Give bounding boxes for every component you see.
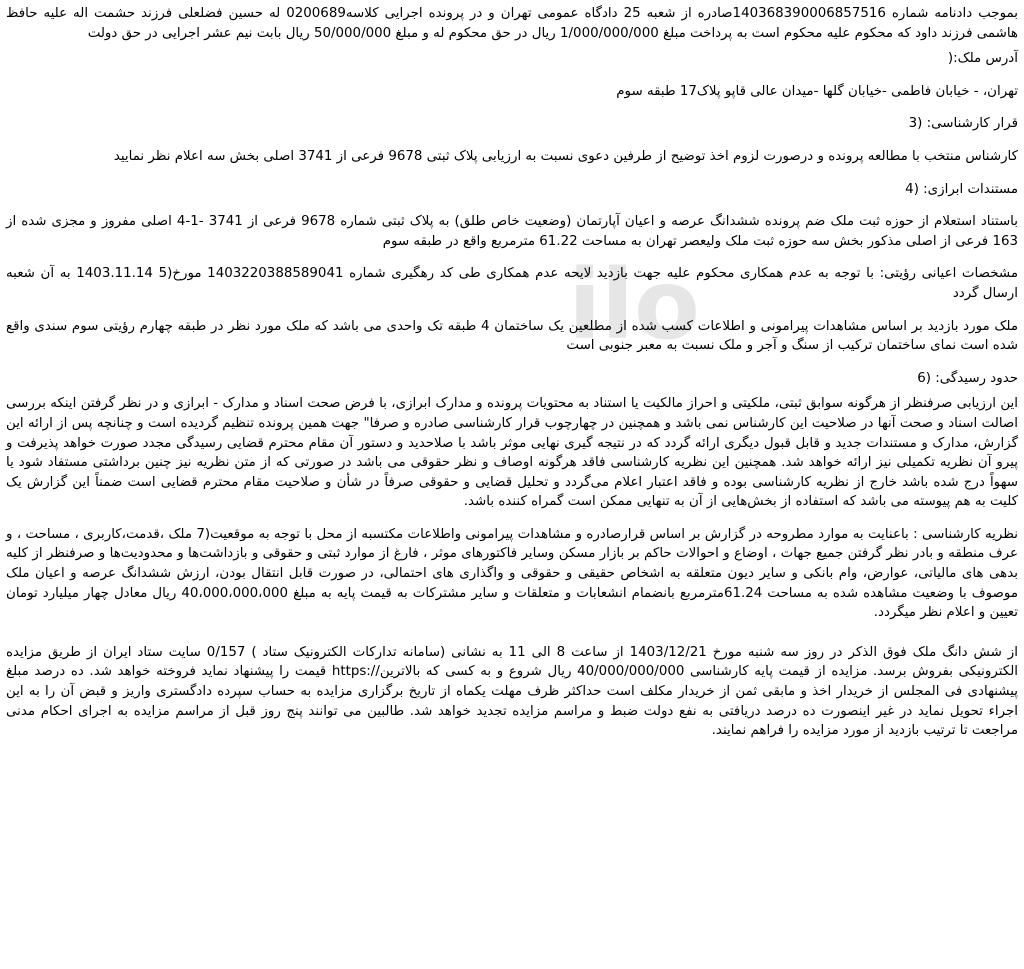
expert-decision-text: کارشناس منتخب با مطالعه پرونده و درصورت لزوم اخذ توضیح از طرفین دعوی نسبت به ارزیابی پلاک ثبتی 9678 فرعی از 3741 اصلی بخش سه اعلام نظر نمایید [113, 148, 1018, 164]
background-watermark: ilo [568, 249, 700, 361]
site-visit-text: ملک مورد بازدید بر اساس مشاهدات پیرامونی و اطلاعات کسب شده از مطلعین یک ساختمان 4 طبقه تک واحدی می باشد که ملک مورد نظر در طبقه چهارم رؤیتی سوم سندی واقع شده است نمای ساختمان ترکیب از سنگ و آجر و ملک نسبت به معبر جنوبی است [6, 318, 1018, 354]
address-text: تهران، - خیابان فاطمی -خیابان گلها -میدان عالی قاپو پلاک17 طبقه سوم [616, 83, 1018, 99]
documents-text: باستناد استعلام از حوزه ثبت ملک ضم پرونده ششدانگ عرصه و اعیان آپارتمان (وضعیت خاص طلق) به پلاک ثبتی شماره 9678 فرعی از 3741 -1-4 اصلی مفروز و مجزی شده از 163 فرعی از اصلی مذکور بخش سه حوزه ثبت ملک ولیعصر تهران به مساحت 61.22 مترمربع واقع در طبقه سوم [6, 214, 1018, 249]
auction-announcement-text: از شش دانگ ملک فوق الذکر در روز سه شنبه مورخ 1403/12/21 از ساعت 8 الی 11 به نشانی (سامانه تدارکات الکترونیک ستاد ) 0/157 سایت ستاد ایران از طریق مزایده الکترونیکی بفروش برسد. مزایده از قیمت پایه کارشناسی 40/000/000/000 ریال شروع و به کسی که بالاترین//:https قیمت را پیشنهاد نماید فروخته خواهد شد. ده درصد مبلغ پیشنهادی فی المجلس از خریدار اخذ و مابقی ثمن از خریدار مکلف است حداکثر ظرف مهلت یکماه از تاریخ برگزاری مزایده به حساب سپرده دادگستری واریز و قبض آن را به این اجراء تحویل نماید در غیر اینصورت ده درصد دریافتی به نفع دولت ضبط و مراسم مزایده تجدید خواهد شد. طالبین می توانند پنج روز قبل از مراسم مزایده به اجرای احکام مدنی مراجعت تا ترتیب بازدید از مورد مزایده را فراهم نمایند. [6, 644, 1018, 739]
intro-paragraph: بموجب دادنامه شماره 140368390006857516صادره از شعبه 25 دادگاه عمومی تهران و در پرونده اجرایی کلاسه0200689 له حسین فضلعلی فرزند حشمت اله علیه حافظ هاشمی فرزند داود که محکوم علیه محکوم است به پرداخت مبلغ 1/000/000/000 ریال در حق محکوم له و مبلغ 50/000/000 ریال بابت نیم عشر اجرایی در حق دولت [6, 6, 1018, 41]
scope-heading: حدود رسیدگی: (6 [917, 370, 1018, 386]
building-features-text: مشخصات اعیانی رؤیتی: با توجه به عدم همکاری محکوم علیه جهت بازدید لایحه عدم همکاری طی کد رهگیری شماره 1403220388589041 مورخ(5 1403.11.14 به آن شعبه ارسال گردد [6, 266, 1018, 301]
documents-heading: مستندات ابرازی: (4 [905, 181, 1018, 197]
address-heading: آدرس ملک:( [947, 51, 1018, 67]
scope-text: این ارزیابی صرفنظر از هرگونه سوابق ثبتی، ملکیتی و احراز مالکیت یا استناد به محتویات پرونده و مدارک ابرازی، با فرض صحت اسناد و مدارک - ابرازی و در نظر گرفتن اینکه بررسی اصالت اسناد و صحت آنها در صلاحیت این کارشناس نمی باشد و همچنین در چهارچوب قرار کارشناسی صادره و صرفا" جهت همین پرونده تنظیم گردیده است و چنانچه پس از ارائه این گزارش، مدارک و مستندات جدید و قابل قبول دیگری ارائه گردد که در نتیجه گیری نهایی موثر باشد با صلاحدید و دستور آن مقام محترم قضایی رسیدگی مجدد صورت خواهد پذیرفت و پیرو آن نظریه تکمیلی نیز ارائه خواهد شد. همچنین این نظریه کارشناسی فاقد هرگونه اوصاف و نظر حقوقی می باشد در صورتی که از متن نظریه نیز چنین برداشتی مستفاد شود یا سهواً درج شده باشد خارج از نظریه کارشناسی بوده و فاقد اعتبار اعلام می‌گردد و تحلیل قضایی و حقوقی صرفاً در شأن و صلاحیت مقام محترم قضایی است ضمناً این گزارش یک کلیت به هم پیوسته می باشد که استفاده از بخش‌هایی از آن به تنهایی ممکن است گمراه کننده باشد. [6, 396, 1018, 510]
expert-opinion-text: نظریه کارشناسی : باعنایت به موارد مطروحه در گزارش بر اساس قرارصادره و مشاهدات پیرامونی واطلاعات مکتسبه از محل با توجه به موقعیت(7 ملک ،قدمت،کاربری ، مساحت ، و عرف منطقه و بادر نظر گرفتن جمیع جهات ، اوضاع و احوالات حاکم بر بازار مسکن وسایر فاکتورهای موثر ، فارغ از موارد ثبتی و حقوقی و بازداشت‌ها و محدودیت‌ها و صرفنظر از کلیه بدهی های مالیاتی، عوارض، وام بانکی و سایر دیون متعلقه به اشخاص حقیقی و حقوقی و واگذاری های احتمالی، در صورت قابل انتقال بودن، ارزش ششدانگ عرصه و اعیان ملک موصوف با وضعیت مشاهده شده به مساحت 61.24مترمربع بانضمام انشعابات و متعلقات و سایر مشترکات به قیمت پایه به مبلغ 40،000،000،000 ریال معادل چهار میلیارد تومان تعیین و اعلام نظر میگردد. [6, 526, 1018, 621]
expert-decision-heading: قرار کارشناسی: (3 [908, 116, 1018, 132]
